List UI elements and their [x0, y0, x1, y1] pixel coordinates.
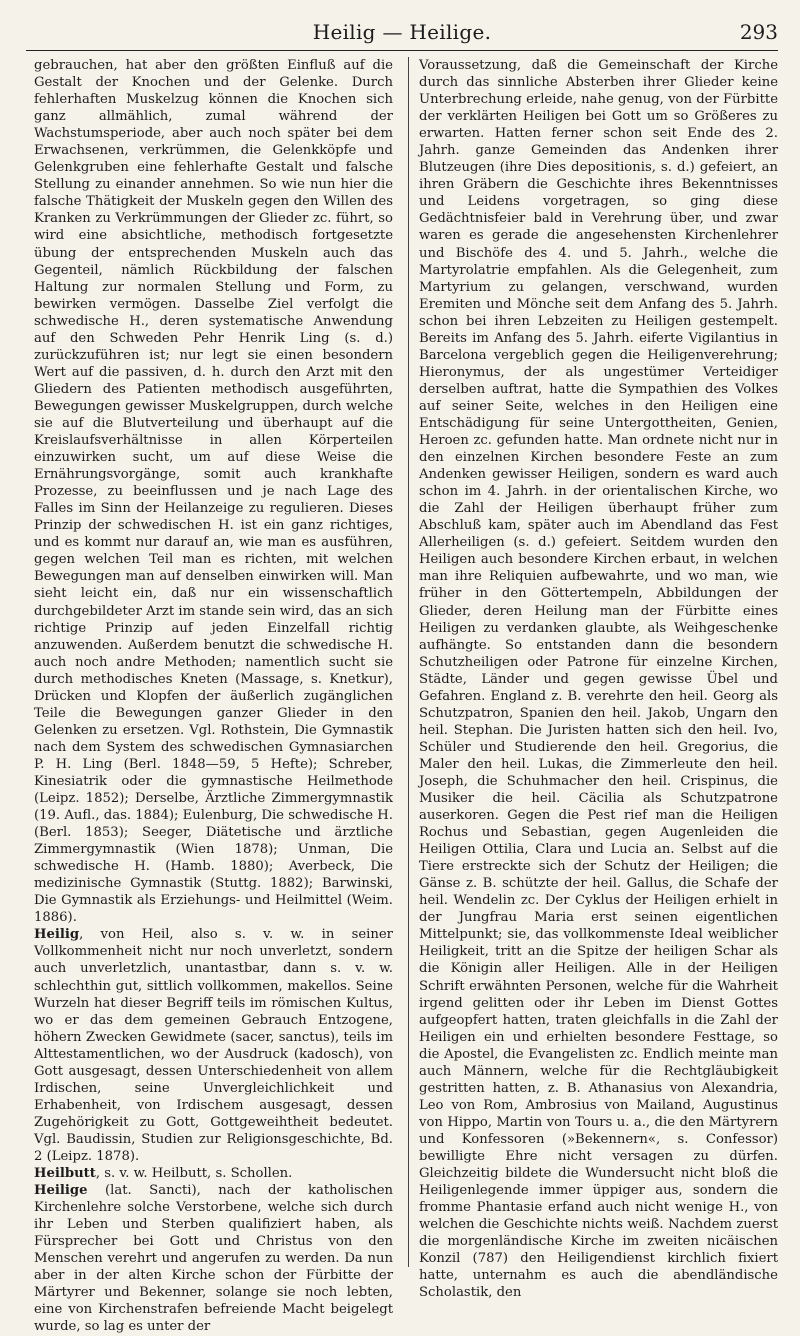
page-header: [26, 14, 778, 51]
entry-text: (lat. Sancti), nach der katholischen Kirchenlehre solche Verstorbene, welche sich durch ihr Leben und Sterben qualifiziert haben, als Fürsprecher bei Gott und Christus von den Menschen verehrt und angerufen zu werden. Da nun aber in der alten Kirche schon der Fürbitte der Märtyrer und Bekenner, solange sie noch lebten, eine von Kirchenstrafen befreiende Macht beigelegt wurde, so lag es unter der: [34, 1183, 393, 1335]
entry-heilige: [34, 1182, 393, 1335]
right-column: [409, 57, 778, 1336]
entry-heilige-continuation: Voraussetzung, daß die Gemeinschaft der Kirche durch das sinnliche Absterben ihrer Glieder keine Unterbrechung erleide, nahe genug, von der Fürbitte der verklärten Heiligen bei Gott um so Größeres zu erwarten. Hatten ferner schon seit Ende des 2. Jahrh. ganze Gemeinden das Andenken ihrer Blutzeugen (ihre Dies depositionis, s. d.) gefeiert, an ihren Gräbern die Geschichte ihres Bekenntnisses und Leidens vorgetragen, so ging diese Gedächtnisfeier bald in Verehrung über, und zwar waren es gerade die angesehensten Kirchenlehrer und Bischöfe des 4. und 5. Jahrh., welche die Martyrolatrie empfahlen. Als die Gelegenheit, zum Martyrium zu gelangen, verschwand, wurden Eremiten und Mönche seit dem Anfang des 5. Jahrh. schon bei ihren Lebzeiten zu Heiligen gestempelt. Bereits im Anfang des 5. Jahrh. eiferte Vigilantius in Barcelona vergeblich gegen die Heiligenverehrung; Hieronymus, der als ungestümer Verteidiger derselben auftrat, hatte die Sympathien des Volkes auf seiner Seite, welches in den Heiligen eine Entschädigung für seine Untergottheiten, Genien, Heroen zc. gefunden hatte. Man ordnete nicht nur in den einzelnen Kirchen besondere Feste an zum Andenken gewisser Heiligen, sondern es ward auch schon im 4. Jahrh. in der orientalischen Kirche, wo die Zahl der Heiligen überhaupt früher zum Abschluß kam, später auch im Abendland das Fest Allerheiligen (s. d.) gefeiert. Seitdem wurden den Heiligen auch besondere Kirchen erbaut, in welchen man ihre Reliquien aufbewahrte, und wo man, wie früher in den Göttertempeln, Abbildungen der Glieder, deren Heilung man der Fürbitte eines Heiligen zu verdanken glaubte, als Weihgeschenke aufhängte. So entstanden dann die besondern Schutzheiligen oder Patrone für einzelne Kirchen, Städte, Länder und gegen gewisse Übel und Gefahren. England z. B. verehrte den heil. Georg als Schutzpatron, Spanien den heil. Jakob, Ungarn den heil. Stephan. Die Juristen hatten sich den heil. Ivo, Schüler und Studierende den heil. Gregorius, die Maler den heil. Lukas, die Zimmerleute den heil. Joseph, die Schuhmacher den heil. Crispinus, die Musiker die heil. Cäcilia als Schutzpatrone auserkoren. Gegen die Pest rief man die Heiligen Rochus und Sebastian, gegen Augenleiden die Heiligen Ottilia, Clara und Lucia an. Selbst auf die Tiere erstreckte sich der Schutz der Heiligen; die Gänse z. B. schützte der heil. Gallus, die Schafe der heil. Wendelin zc. Der Cyklus der Heiligen erhielt in der Jungfrau Maria erst seinen eigentlichen Mittelpunkt; sie, das vollkommenste Ideal weiblicher Heiligkeit, tritt an die Spitze der heiligen Schar als die Königin aller Heiligen. Alle in der Heiligen Schrift erwähnten Personen, welche für die Wahrheit irgend gelitten oder ihr Leben im Dienst Gottes aufgeopfert hatten, traten gleichfalls in die Zahl der Heiligen ein und erhielten besondere Festtage, so die Apostel, die Evangelisten zc. Endlich meinte man auch Männern, welche für die Rechtgläubigkeit gestritten hatten, z. B. Athanasius von Alexandria, Leo von Rom, Ambrosius von Mailand, Augustinus von Hippo, Martin von Tours u. a., die den Märtyrern und Konfessoren (»Bekennern«, s. Confessor) bewilligte Ehre nicht versagen zu dürfen. Gleichzeitig bildete die Wundersucht nicht bloß die Heiligenlegende immer üppiger aus, sondern die fromme Phantasie erfand auch nicht wenige H., von welchen die Geschichte nichts weiß. Nachdem zuerst die morgenländische Kirche im zweiten nicäischen Konzil (787) den Heiligendienst kirchlich fixiert hatte, unternahm es auch die abendländische Scholastik, den: [419, 58, 778, 1301]
running-title: Heilig — Heilige.: [312, 20, 492, 44]
text-columns: [26, 57, 778, 1336]
entry-headword: Heilbutt: [34, 1166, 96, 1182]
entry-text: , s. v. w. Heilbutt, s. Schollen.: [95, 1166, 293, 1182]
entry-heilig: [34, 926, 393, 1165]
entry-text: , von Heil, also s. v. w. in seiner Vollkommenheit nicht nur noch unverletzt, sondern auch unverletzlich, unantastbar, dann s. v. w. schlechthin gut, sittlich vollkommen, makellos. Seine Wurzeln hat dieser Begriff teils im römischen Kultus, wo er das dem gemeinen Gebrauch Entzogene, höhern Zwecken Gewidmete (sacer, sanctus), teils im Alttestamentlichen, wo der Ausdruck (kadosch), von Gott ausgesagt, dessen Unterschiedenheit von allem Irdischen, seine Unvergleichlichkeit und Erhabenheit, von Irdischem ausgesagt, dessen Zugehörigkeit zu Gott, Gottgeweihtheit bedeutet. Vgl. Baudissin, Studien zur Religionsgeschichte, Bd. 2 (Leipz. 1878).: [34, 927, 393, 1164]
page-number: 293: [739, 20, 778, 44]
entry-headword: Heilig: [34, 927, 80, 943]
entry-headword: Heilige: [34, 1183, 88, 1199]
left-column: [26, 57, 393, 1336]
entry-heilgymnastik-continuation: gebrauchen, hat aber den größten Einfluß auf die Gestalt der Knochen und der Gelenke. Durch fehlerhaften Muskelzug können die Knochen sich ganz allmählich, zumal während der Wachstumsperiode, aber auch noch später bei dem Erwachsenen, verkrümmen, die Gelenkköpfe und Gelenkgruben eine fehlerhafte Gestalt und falsche Stellung zu einander annehmen. So wie nun hier die falsche Thätigkeit der Muskeln gegen den Willen des Kranken zu Verkrümmungen der Glieder zc. führt, so wird eine absichtliche, methodisch fortgesetzte übung der entsprechenden Muskeln auch das Gegenteil, nämlich Rückbildung der falschen Haltung zur normalen Stellung und Form, zu bewirken vermögen. Dasselbe Ziel verfolgt die schwedische H., deren systematische Anwendung auf den Schweden Pehr Henrik Ling (s. d.) zurückzuführen ist; nur legt sie einen besondern Wert auf die passiven, d. h. durch den Arzt mit den Gliedern des Patienten methodisch ausgeführten, Bewegungen gewisser Muskelgruppen, durch welche sie auf die Blutverteilung und überhaupt auf die Kreislaufsverhältnisse in allen Körperteilen einzuwirken sucht, um auf diese Weise die Ernährungsvorgänge, somit auch krankhafte Prozesse, zu beeinflussen und je nach Lage des Falles im Sinn der Heilanzeige zu regulieren. Dieses Prinzip der schwedischen H. ist ein ganz richtiges, und es kommt nur darauf an, wie man es ausführen, gegen welchen Teil man es richten, mit welchen Bewegungen man auf denselben einwirken will. Man sieht leicht ein, daß nur ein wissenschaftlich durchgebildeter Arzt im stande sein wird, das an sich richtige Prinzip auf jeden Einzelfall richtig anzuwenden. Außerdem benutzt die schwedische H. auch noch andre Methoden; namentlich sucht sie durch methodisches Kneten (Massage, s. Knetkur), Drücken und Klopfen der äußerlich zugänglichen Teile die Bewegungen ganzer Glieder in den Gelenken zu ersetzen. Vgl. Rothstein, Die Gymnastik nach dem System des schwedischen Gymnasiarchen P. H. Ling (Berl. 1848—59, 5 Hefte); Schreber, Kinesiatrik oder die gymnastische Heilmethode (Leipz. 1852); Derselbe, Ärztliche Zimmergymnastik (19. Aufl., das. 1884); Eulenburg, Die schwedische H. (Berl. 1853); Seeger, Diätetische und ärztliche Zimmergymnastik (Wien 1878); Unman, Die schwedische H. (Hamb. 1880); Averbeck, Die medizinische Gymnastik (Stuttg. 1882); Barwinski, Die Gymnastik als Erziehungs- und Heilmittel (Weim. 1886).: [34, 58, 393, 926]
entry-heilbutt: [34, 1165, 393, 1182]
column-rule: [408, 57, 409, 1267]
